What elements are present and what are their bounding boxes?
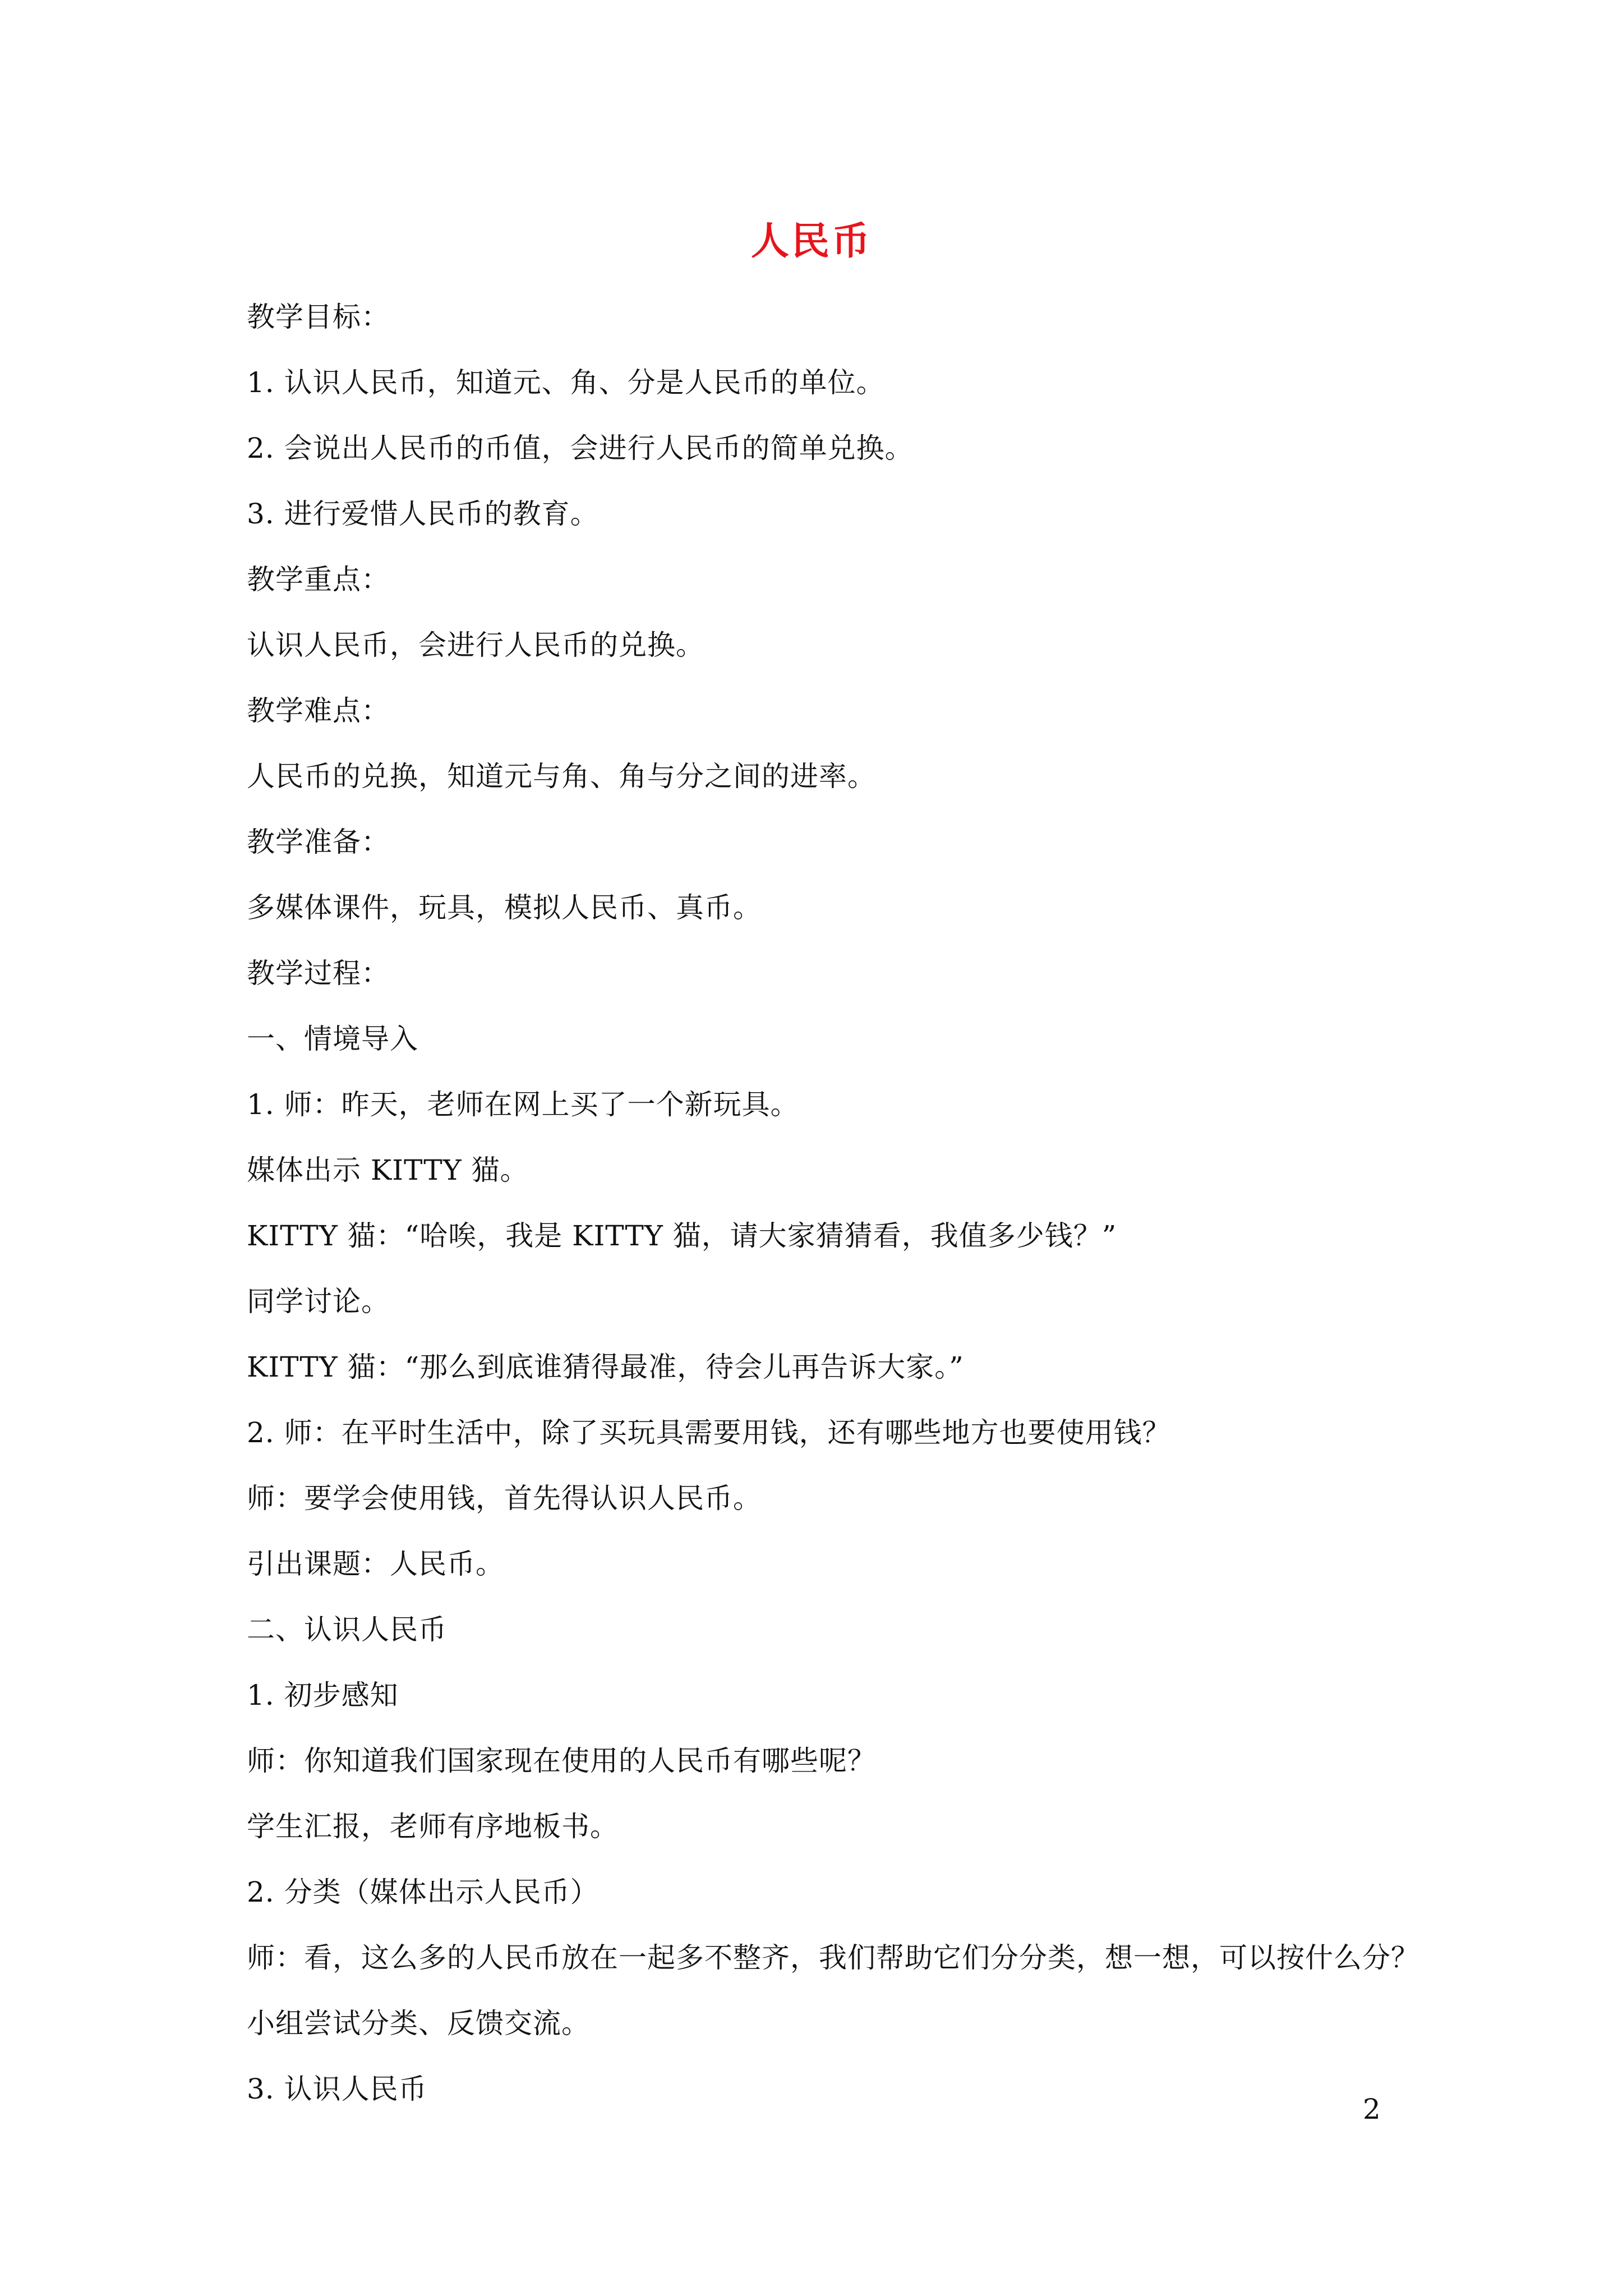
body-line: 学生汇报，老师有序地板书。 <box>247 1810 619 1843</box>
body-line: 媒体出示 KITTY 猫。 <box>247 1154 529 1186</box>
body-line: 2. 会说出人民币的币值，会进行人民币的简单兑换。 <box>247 432 914 464</box>
body-line: 3. 认识人民币 <box>247 2073 427 2105</box>
body-line: 同学讨论。 <box>247 1285 390 1318</box>
body-line: 教学准备： <box>247 826 390 858</box>
body-line: 师：你知道我们国家现在使用的人民币有哪些呢？ <box>247 1745 876 1777</box>
body-line: 师：要学会使用钱，首先得认识人民币。 <box>247 1482 762 1515</box>
body-line: 小组尝试分类、反馈交流。 <box>247 2007 590 2040</box>
body-line: 师：看，这么多的人民币放在一起多不整齐，我们帮助它们分分类，想一想，可以按什么分？ <box>247 1941 1419 1974</box>
body-line: KITTY 猫：“那么到底谁猜得最准，待会儿再告诉大家。” <box>247 1351 964 1383</box>
body-line: 教学过程： <box>247 957 390 990</box>
body-line: 教学难点： <box>247 694 390 727</box>
body-line: 3. 进行爱惜人民币的教育。 <box>247 498 599 530</box>
body-line: 多媒体课件，玩具，模拟人民币、真币。 <box>247 891 762 924</box>
body-line: 一、情境导入 <box>247 1023 418 1055</box>
body-line: 教学目标： <box>247 301 390 333</box>
body-line: 引出课题：人民币。 <box>247 1548 504 1580</box>
document-title: 人民币 <box>750 219 872 264</box>
body-line: 1. 师：昨天，老师在网上买了一个新玩具。 <box>247 1088 799 1121</box>
body-line: 二、认识人民币 <box>247 1613 447 1646</box>
body-line: 1. 认识人民币，知道元、角、分是人民币的单位。 <box>247 366 885 399</box>
body-line: 人民币的兑换，知道元与角、角与分之间的进率。 <box>247 760 876 793</box>
body-line: 2. 师：在平时生活中，除了买玩具需要用钱，还有哪些地方也要使用钱？ <box>247 1416 1171 1449</box>
body-line: KITTY 猫：“哈唉，我是 KITTY 猫，请大家猜猜看，我值多少钱？” <box>247 1220 1117 1252</box>
document-body <box>247 300 1419 2138</box>
page-number: 2 <box>1363 2093 1381 2125</box>
body-line: 教学重点： <box>247 563 390 596</box>
body-line: 认识人民币，会进行人民币的兑换。 <box>247 629 704 661</box>
body-line: 2. 分类（媒体出示人民币） <box>247 1876 599 1908</box>
body-line: 1. 初步感知 <box>247 1679 399 1711</box>
